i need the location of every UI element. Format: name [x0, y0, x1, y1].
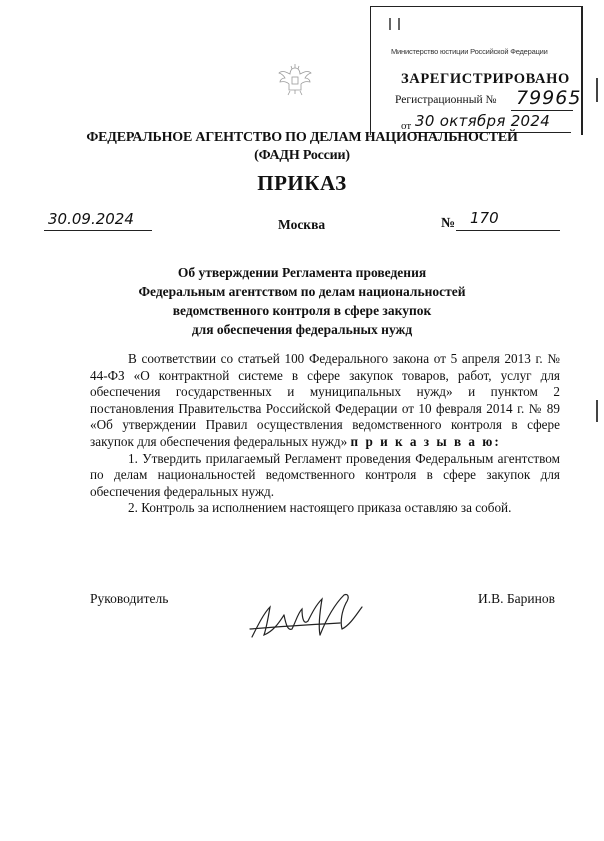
- handwritten-signature-icon: [244, 585, 384, 645]
- stamp-reg-number-underline: [511, 110, 573, 111]
- order-subject: [60, 263, 544, 339]
- subject-line: для обеспечения федеральных нужд: [191, 322, 413, 337]
- stamp-ministry: Министерство юстиции Российской Федерации: [391, 47, 548, 56]
- preamble-text: В соответствии со статьей 100 Федерального закона от 5 апреля 2013 г. № 44-ФЗ «О контрактной системе в сфере закупок товаров, работ, услуг для обеспечения государственных и муниципальных нужд» и пунктом 2 постановления Правительства Российской Федерации от 10 февраля 2014 г. № 89 «Об утверждении Правил осуществления ведомственного контроля в сфере закупок для обеспечения федеральных нужд»: [90, 351, 560, 449]
- agency-name: ФЕДЕРАЛЬНОЕ АГЕНТСТВО ПО ДЕЛАМ НАЦИОНАЛЬНОСТЕЙ: [86, 130, 518, 145]
- order-city: Москва: [278, 217, 326, 232]
- stamp-from-label: от: [401, 120, 412, 132]
- order-number-underline: [456, 230, 560, 231]
- stamp-reg-date: 30 октября 2024: [415, 112, 551, 130]
- stamp-reg-label: Регистрационный №: [395, 94, 497, 106]
- order-body: [90, 351, 560, 517]
- order-number: 170: [470, 209, 499, 227]
- subject-line: Об утверждении Регламента проведения: [177, 265, 427, 280]
- margin-mark: [596, 78, 598, 102]
- preamble-paragraph: [90, 351, 560, 451]
- stamp-reg-number: 79965: [516, 87, 582, 109]
- coat-of-arms-icon: [276, 64, 314, 96]
- order-date-underline: [44, 230, 152, 231]
- order-item-1: 1. Утвердить прилагаемый Регламент проведения Федеральным агентством по делам национальностей ведомственного контроля в сфере закупок для обеспечения федеральных нужд.: [90, 450, 560, 499]
- signer-name: И.В. Баринов: [478, 591, 555, 606]
- subject-line: ведомственного контроля в сфере закупок: [172, 303, 432, 318]
- order-word: п р и к а з ы в а ю:: [350, 433, 501, 449]
- order-date: 30.09.2024: [48, 210, 134, 228]
- margin-mark: [596, 400, 598, 422]
- stamp-title: ЗАРЕГИСТРИРОВАНО: [401, 71, 570, 87]
- document-type-title: ПРИКАЗ: [257, 171, 347, 195]
- order-item-2: 2. Контроль за исполнением настоящего приказа оставляю за собой.: [128, 500, 512, 516]
- stamp-corner-mark-icon: [385, 16, 405, 36]
- agency-short-name: (ФАДН России): [254, 148, 350, 163]
- order-number-sign: №: [441, 216, 456, 231]
- signer-role: Руководитель: [90, 591, 169, 606]
- subject-line: Федеральным агентством по делам национальностей: [138, 284, 466, 299]
